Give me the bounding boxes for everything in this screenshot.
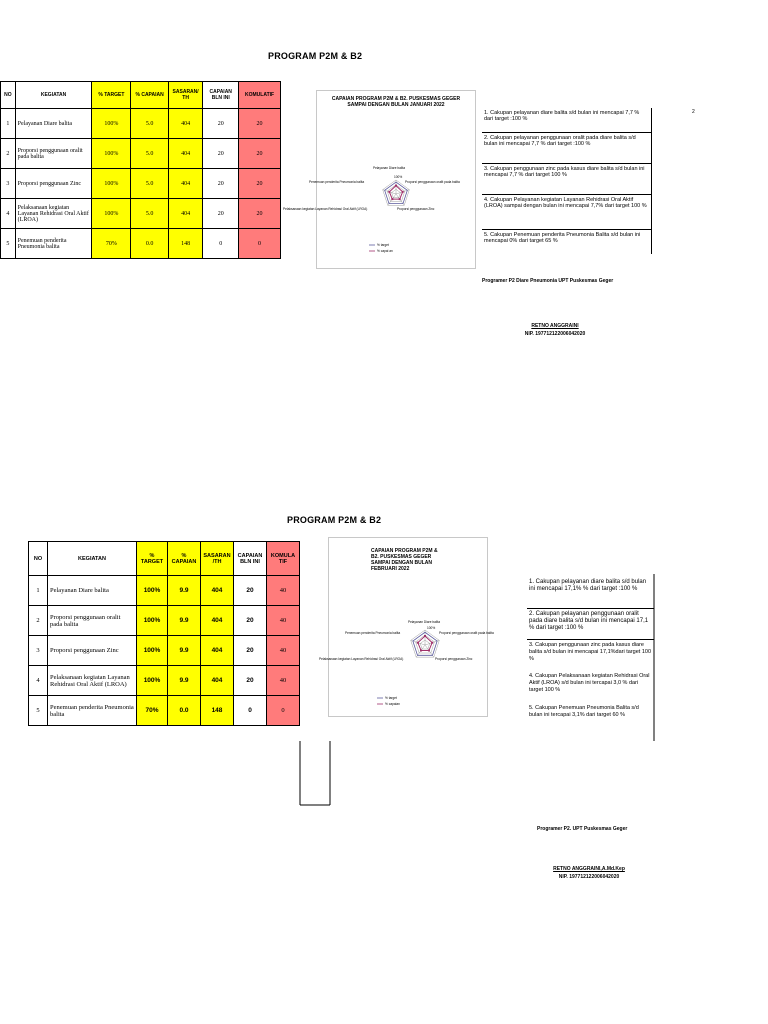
series-capaian-point bbox=[402, 191, 404, 193]
series-capaian-point bbox=[420, 649, 422, 651]
table-row bbox=[1, 109, 281, 139]
row-target: 100% bbox=[137, 636, 168, 666]
table-row bbox=[29, 606, 300, 636]
row-kegiatan: Penemuan penderita Pneumonia balita bbox=[48, 696, 137, 726]
row-komulatif: 20 bbox=[239, 199, 281, 229]
row-sasaran: 404 bbox=[201, 606, 234, 636]
series-capaian-point bbox=[388, 191, 390, 193]
section1-radar-chart bbox=[283, 90, 476, 269]
row-bln: 20 bbox=[203, 139, 239, 169]
table-row bbox=[1, 169, 281, 199]
chart-title: CAPAIAN PROGRAM P2M & B2. PUSKESMAS GEGER SAMPAI DENGAN BULAN JANUARI 2022 bbox=[331, 96, 461, 108]
axis-label: Proporsi penggunaan Zinc bbox=[397, 207, 435, 211]
row-target: 100% bbox=[92, 109, 131, 139]
row-komulatif: 0 bbox=[267, 696, 300, 726]
row-capaian: 9.9 bbox=[168, 606, 201, 636]
row-capaian: 5.0 bbox=[131, 199, 169, 229]
tick-label: 100% bbox=[394, 175, 403, 179]
section1-programmer: Programer P2 Diare Pneumonia UPT Puskesmas Geger bbox=[482, 278, 614, 284]
row-komulatif: 40 bbox=[267, 666, 300, 696]
section1-title: PROGRAM P2M & B2 bbox=[268, 51, 363, 61]
note-item: 1. Cakupan pelayanan diare balita s/d bulan ini mencapai 17,1% % dari target :100 % bbox=[527, 577, 654, 609]
note-item: 2. Cakupan pelayanan penggunaan oralit pada diare balita s/d bulan ini mencapai 7,7 % dari target :100 % bbox=[482, 133, 652, 164]
row-komulatif: 20 bbox=[239, 139, 281, 169]
table-row bbox=[29, 696, 300, 726]
row-kegiatan: Proporsi penggunaan Zinc bbox=[48, 636, 137, 666]
table-row bbox=[29, 576, 300, 606]
section2-table bbox=[28, 541, 300, 726]
row-kegiatan: Proporsi penggunaan oralit pada balita bbox=[15, 139, 92, 169]
tick-label: 100% bbox=[427, 626, 436, 630]
header-sasaran: SASARAN/ TH bbox=[168, 82, 202, 109]
section1-signature bbox=[500, 323, 610, 337]
row-no: 1 bbox=[29, 576, 48, 606]
table-header-row bbox=[29, 542, 300, 576]
header-komulatif: KOMULATIF bbox=[239, 82, 281, 109]
row-target: 100% bbox=[137, 606, 168, 636]
radar-svg bbox=[283, 91, 475, 268]
row-kegiatan: Pelaksanaan kegiatan Layanan Rehidrasi Oral Aktif (LROA) bbox=[15, 199, 92, 229]
row-capaian: 0.0 bbox=[131, 229, 169, 259]
row-sasaran: 404 bbox=[201, 666, 234, 696]
signatory-name: RETNO ANGGRAINI bbox=[531, 323, 579, 329]
section2-signature bbox=[534, 866, 644, 880]
row-no: 5 bbox=[1, 229, 16, 259]
row-no: 5 bbox=[29, 696, 48, 726]
series-capaian-point bbox=[391, 198, 393, 200]
header-kegiatan: KEGIATAN bbox=[15, 82, 92, 109]
axis-label: Proporsi penggunaan oralit pada balita bbox=[405, 180, 460, 184]
legend-target: % target bbox=[385, 696, 397, 700]
section2-notes bbox=[527, 577, 654, 731]
row-target: 100% bbox=[137, 576, 168, 606]
note-item: 5. Cakupan Penemuan penderita Pneumonia Balita s/d bulan ini mencapai 0% dari target 65 % bbox=[482, 230, 652, 254]
row-target: 70% bbox=[92, 229, 131, 259]
table-row bbox=[1, 229, 281, 259]
row-bln: 0 bbox=[203, 229, 239, 259]
row-kegiatan: Pelaksanaan kegiatan Layanan Rehidrasi Oral Aktif (LROA) bbox=[48, 666, 137, 696]
radar-marks bbox=[411, 630, 440, 657]
row-komulatif: 20 bbox=[239, 109, 281, 139]
chart-title: CAPAIAN PROGRAM P2M & B2. PUSKESMAS GEGER SAMPAI DENGAN BULAN FEBRUARI 2022 bbox=[371, 548, 438, 572]
table-row bbox=[1, 139, 281, 169]
series-capaian-point bbox=[428, 649, 430, 651]
row-bln: 20 bbox=[203, 199, 239, 229]
note-item: 1. Cakupan pelayanan diare balita s/d bulan ini mencapai 7,7 % dari target :100 % bbox=[482, 108, 652, 133]
note-item: 5. Cakupan Penemuan Pneumonia Balita s/d bulan ini tercapai 3,1% dari target 60 % bbox=[529, 705, 639, 718]
row-sasaran: 404 bbox=[201, 576, 234, 606]
note-item: 4. Cakupan Pelaksanaan kegiatan Rehidrasi Oral Aktif (LROA) s/d bulan ini tercapai 3,0 % dari target 100 % bbox=[529, 673, 650, 693]
row-sasaran: 404 bbox=[168, 199, 202, 229]
series-capaian-point bbox=[424, 635, 426, 637]
section2-radar-chart bbox=[319, 537, 494, 717]
row-komulatif: 40 bbox=[267, 636, 300, 666]
row-sasaran: 148 bbox=[201, 696, 234, 726]
row-sasaran: 404 bbox=[168, 169, 202, 199]
header-sasaran: SASARAN /TH bbox=[201, 542, 234, 576]
radar-svg bbox=[319, 538, 494, 716]
row-capaian: 9.9 bbox=[168, 576, 201, 606]
row-capaian: 5.0 bbox=[131, 109, 169, 139]
axis-label: Proporsi penggunaan oralit pada balita bbox=[439, 631, 494, 635]
row-bln: 20 bbox=[234, 666, 267, 696]
signatory-nip: NIP. 197712122006042020 bbox=[524, 331, 586, 337]
row-no: 2 bbox=[29, 606, 48, 636]
axis-label: Penemuan penderita Pneumonia balita bbox=[345, 631, 401, 635]
header-capaian-bln: CAPAIAN BLN INI bbox=[234, 542, 267, 576]
row-no: 4 bbox=[1, 199, 16, 229]
row-kegiatan: Pelayanan Diare balita bbox=[48, 576, 137, 606]
note-item: 2. Cakupan pelayanan penggunaan oralit pada diare balita s/d bulan ini mencapai 17,1 % dari target :100 % bbox=[527, 609, 654, 640]
axis-label: Proporsi penggunaan Zinc bbox=[435, 657, 473, 661]
axis-label: Pelayanan Diare balita bbox=[407, 620, 441, 624]
series-capaian-point bbox=[399, 198, 401, 200]
page-number: 2 bbox=[692, 109, 695, 115]
table-header-row bbox=[1, 82, 281, 109]
row-sasaran: 404 bbox=[168, 139, 202, 169]
header-target: % TARGET bbox=[137, 542, 168, 576]
legend-capaian: % capai an bbox=[377, 249, 393, 253]
axis-label: Pelaksanaan kegiatan Layanan Rehidrasi Oral Aktif (LROA) bbox=[283, 207, 368, 211]
row-capaian: 5.0 bbox=[131, 139, 169, 169]
row-sasaran: 404 bbox=[168, 109, 202, 139]
row-kegiatan: Proporsi penggunaan oralit pada balita bbox=[48, 606, 137, 636]
section2-programmer: Programer P2. UPT Puskesmas Geger bbox=[537, 826, 628, 832]
series-capaian-point bbox=[417, 642, 419, 644]
row-no: 3 bbox=[1, 169, 16, 199]
row-bln: 20 bbox=[203, 169, 239, 199]
row-capaian: 9.9 bbox=[168, 636, 201, 666]
row-capaian: 0.0 bbox=[168, 696, 201, 726]
row-bln: 20 bbox=[234, 636, 267, 666]
header-kegiatan: KEGIATAN bbox=[48, 542, 137, 576]
header-capaian: % CAPAIAN bbox=[168, 542, 201, 576]
header-komulatif: KOMULA TIF bbox=[267, 542, 300, 576]
section2-title: PROGRAM P2M & B2 bbox=[287, 515, 382, 525]
row-no: 4 bbox=[29, 666, 48, 696]
header-capaian-bln: CAPAIAN BLN INI bbox=[203, 82, 239, 109]
row-kegiatan: Penemuan penderita Pneumonia balita bbox=[15, 229, 92, 259]
table-row bbox=[29, 636, 300, 666]
axis-label: Penemuan penderita Pneumonia balita bbox=[309, 180, 365, 184]
row-target: 100% bbox=[92, 169, 131, 199]
header-target: % TARGET bbox=[92, 82, 131, 109]
row-sasaran: 404 bbox=[201, 636, 234, 666]
header-no: NO bbox=[1, 82, 16, 109]
series-capaian-point bbox=[431, 642, 433, 644]
row-komulatif: 20 bbox=[239, 169, 281, 199]
legend-target: % target bbox=[377, 243, 389, 247]
note-item: 3. Cakupan penggunaan zinc pada kasus diare balita s/d bulan ini mencapai 17,1%dari target 100 % bbox=[529, 642, 651, 662]
row-kegiatan: Pelayanan Diare balita bbox=[15, 109, 92, 139]
note-item: 3. Cakupan penggunaan zinc pada kasus diare balita s/d bulan ini mencapai 7,7 % dari target 100 % bbox=[482, 164, 652, 195]
row-target: 100% bbox=[92, 139, 131, 169]
signatory-name: RETNO ANGGRAINI,A.Md.Kep bbox=[553, 866, 625, 872]
row-komulatif: 40 bbox=[267, 606, 300, 636]
row-no: 1 bbox=[1, 109, 16, 139]
table-row bbox=[29, 666, 300, 696]
series-capaian-point bbox=[395, 185, 397, 187]
row-bln: 0 bbox=[234, 696, 267, 726]
row-no: 2 bbox=[1, 139, 16, 169]
row-komulatif: 0 bbox=[239, 229, 281, 259]
section1-notes bbox=[482, 108, 652, 254]
row-komulatif: 40 bbox=[267, 576, 300, 606]
row-capaian: 9.9 bbox=[168, 666, 201, 696]
row-no: 3 bbox=[29, 636, 48, 666]
row-kegiatan: Proporsi penggunaan Zinc bbox=[15, 169, 92, 199]
row-bln: 20 bbox=[234, 576, 267, 606]
row-bln: 20 bbox=[234, 606, 267, 636]
row-target: 100% bbox=[92, 199, 131, 229]
axis-label: Pelaksanaan kegiatan Layanan Rehidrasi Oral Aktif (LROA) bbox=[319, 657, 404, 661]
axis-label: Pelayanan Diare balita bbox=[372, 166, 406, 170]
row-capaian: 5.0 bbox=[131, 169, 169, 199]
header-capaian: % CAPAIAN bbox=[131, 82, 169, 109]
legend-capaian: % capaian bbox=[385, 702, 400, 706]
note-item: 4. Cakupan Pelayanan kegiatan Layanan Rehidrasi Oral Aktif (LROA) sampai dengan bulan ini mencapai 7,7% dari target 100 % bbox=[482, 195, 652, 230]
header-no: NO bbox=[29, 542, 48, 576]
row-sasaran: 148 bbox=[168, 229, 202, 259]
table-row bbox=[1, 199, 281, 229]
row-bln: 20 bbox=[203, 109, 239, 139]
row-target: 70% bbox=[137, 696, 168, 726]
signatory-nip: NIP. 197712122006042020 bbox=[558, 874, 620, 880]
row-target: 100% bbox=[137, 666, 168, 696]
section1-table bbox=[0, 81, 281, 259]
